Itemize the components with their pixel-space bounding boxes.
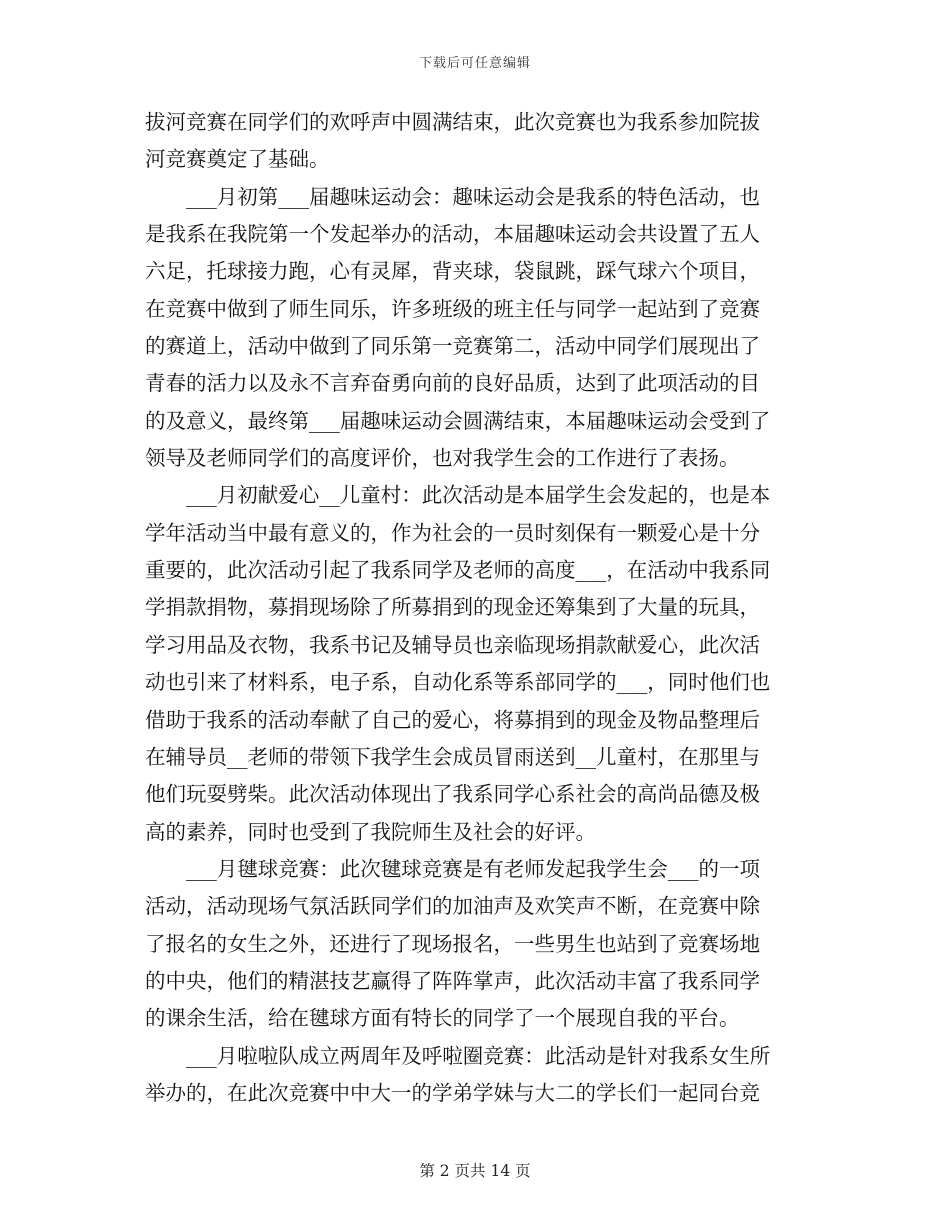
text-line: 学习用品及衣物，我系书记及辅导员也亲临现场捐款献爱心，此次活 bbox=[145, 632, 760, 657]
page-header: 下载后可任意编辑 bbox=[418, 56, 531, 71]
text-line: 的及意义，最终第___届趣味运动会圆满结束，本届趣味运动会受到了 bbox=[145, 408, 771, 433]
text-line: 重要的，此次活动引起了我系同学及老师的高度___，在活动中我系同 bbox=[145, 558, 771, 583]
paragraph-first-line: ___月初献爱心__儿童村：此次活动是本届学生会发起的，也是本 bbox=[186, 483, 771, 508]
paragraph-first-line: ___月啦啦队成立两周年及呼啦圈竞赛：此活动是针对我系女生所 bbox=[186, 1043, 771, 1068]
text-line: 他们玩耍劈柴。此次活动体现出了我系同学心系社会的高尚品德及极 bbox=[145, 782, 760, 807]
text-line: 举办的，在此次竞赛中中大一的学弟学妹与大二的学长们一起同台竞 bbox=[145, 1080, 760, 1105]
text-line: 高的素养，同时也受到了我院师生及社会的好评。 bbox=[145, 819, 596, 844]
text-line: 在辅导员__老师的带领下我学生会成员冒雨送到__儿童村，在那里与 bbox=[145, 744, 760, 769]
page-footer: 第 2 页共 14 页 bbox=[419, 1162, 531, 1180]
text-line: 学年活动当中最有意义的，作为社会的一员时刻保有一颗爱心是十分 bbox=[145, 520, 760, 545]
text-line: 六足，托球接力跑，心有灵犀，背夹球，袋鼠跳，踩气球六个项目， bbox=[145, 259, 760, 284]
text-line: 的中央，他们的精湛技艺赢得了阵阵掌声，此次活动丰富了我系同学 bbox=[145, 968, 760, 993]
text-line: 动也引来了材料系，电子系，自动化系等系部同学的___，同时他们也 bbox=[145, 670, 771, 695]
text-line: 学捐款捐物，募捐现场除了所募捐到的现金还筹集到了大量的玩具， bbox=[145, 595, 760, 620]
text-line: 借助于我系的活动奉献了自己的爱心，将募捐到的现金及物品整理后 bbox=[145, 707, 760, 732]
paragraph-first-line: ___月初第___届趣味运动会：趣味运动会是我系的特色活动，也 bbox=[186, 184, 760, 209]
text-line: 拔河竞赛在同学们的欢呼声中圆满结束，此次竞赛也为我系参加院拔 bbox=[145, 110, 760, 134]
text-line: 的赛道上，活动中做到了同乐第一竞赛第二，活动中同学们展现出了 bbox=[145, 334, 760, 359]
text-line: 在竞赛中做到了师生同乐，许多班级的班主任与同学一起站到了竞赛 bbox=[145, 296, 760, 321]
paragraph-first-line: ___月毽球竞赛：此次毽球竞赛是有老师发起我学生会___的一项 bbox=[186, 856, 760, 881]
text-line: 河竞赛奠定了基础。 bbox=[145, 147, 330, 172]
text-line: 的课余生活，给在毽球方面有特长的同学了一个展现自我的平台。 bbox=[145, 1006, 740, 1031]
text-line: 领导及老师同学们的高度评价，也对我学生会的工作进行了表扬。 bbox=[145, 446, 740, 471]
text-line: 了报名的女生之外，还进行了现场报名，一些男生也站到了竞赛场地 bbox=[145, 931, 760, 956]
document-body bbox=[145, 104, 807, 1112]
text-line: 是我系在我院第一个发起举办的活动，本届趣味运动会共设置了五人 bbox=[145, 222, 760, 247]
text-line: 活动，活动现场气氛活跃同学们的加油声及欢笑声不断，在竞赛中除 bbox=[145, 894, 760, 919]
text-line: 青春的活力以及永不言弃奋勇向前的良好品质，达到了此项活动的目 bbox=[145, 371, 760, 396]
